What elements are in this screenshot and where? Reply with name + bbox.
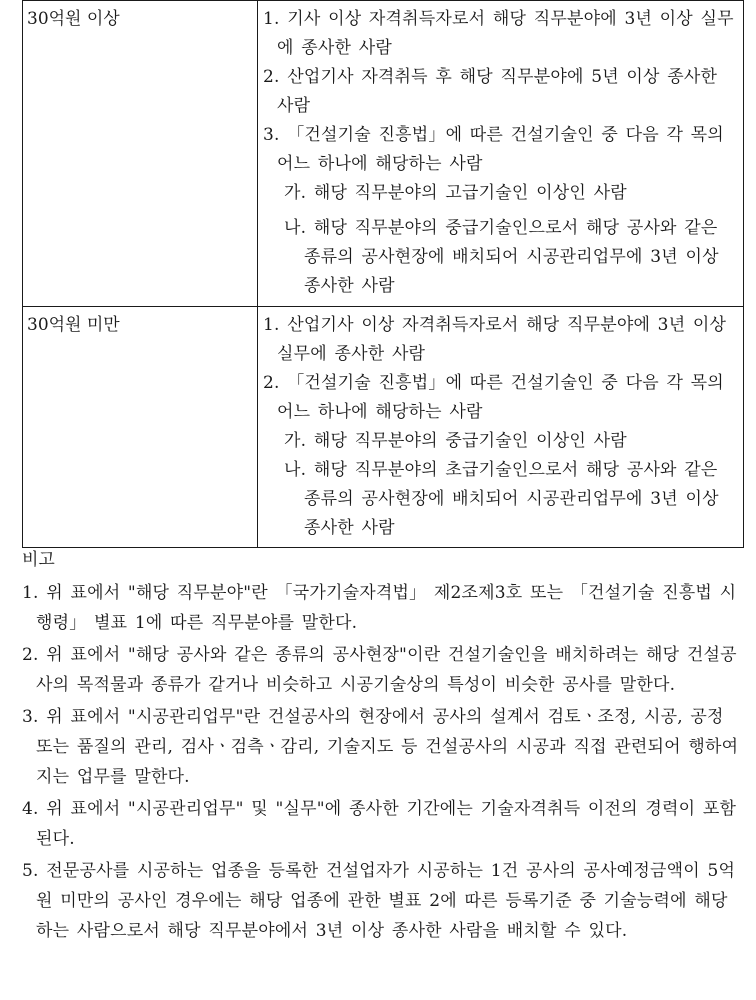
requirement-subitem: 가. 해당 직무분야의 고급기술인 이상인 사람 [284, 183, 627, 203]
requirements-table [22, 0, 744, 548]
requirement-subitem: 가. 해당 직무분야의 중급기술인 이상인 사람 [284, 431, 627, 451]
table-row [23, 1, 744, 307]
requirements-cell [258, 1, 744, 307]
amount-cell [23, 307, 258, 548]
amount-label: 30억원 미만 [27, 315, 120, 335]
amount-cell [23, 1, 258, 307]
table-row [23, 307, 744, 548]
requirement-item: 2. 산업기사 자격취득 후 해당 직무분야에 5년 이상 종사한 사람 [263, 67, 718, 116]
remark-note: 4. 위 표에서 "시공관리업무" 및 "실무"에 종사한 기간에는 기술자격취득 이전의 경력이 포함된다. [22, 799, 737, 849]
requirement-subitem: 나. 해당 직무분야의 초급기술인으로서 해당 공사와 같은 종류의 공사현장에 배치되어 시공관리업무에 3년 이상 종사한 사람 [284, 460, 719, 538]
requirements-cell [258, 307, 744, 548]
remark-note: 5. 전문공사를 시공하는 업종을 등록한 건설업자가 시공하는 1건 공사의 공사예정금액이 5억원 미만의 공사인 경우에는 해당 업종에 관한 별표 2에 따른 등록기준 중 기술능력에 해당하는 사람으로서 해당 직무분야에서 3년 이상 종사한 사람을 배치할 수 있다. [22, 861, 736, 941]
requirement-subitem: 나. 해당 직무분야의 중급기술인으로서 해당 공사와 같은 종류의 공사현장에 배치되어 시공관리업무에 3년 이상 종사한 사람 [284, 218, 719, 296]
remarks-title: 비고 [22, 550, 55, 570]
remark-note: 1. 위 표에서 "해당 직무분야"란 「국가기술자격법」 제2조제3호 또는 「건설기술 진흥법 시행령」 별표 1에 따른 직무분야를 말한다. [22, 583, 737, 633]
amount-label: 30억원 이상 [27, 9, 120, 29]
remark-note: 2. 위 표에서 "해당 공사와 같은 종류의 공사현장"이란 건설기술인을 배치하려는 해당 건설공사의 목적물과 종류가 같거나 비슷하고 시공기술상의 특성이 비슷한 공사를 말한다. [22, 645, 737, 695]
requirement-item: 1. 기사 이상 자격취득자로서 해당 직무분야에 3년 이상 실무에 종사한 사람 [263, 9, 734, 58]
requirement-item: 2. 「건설기술 진흥법」에 따른 건설기술인 중 다음 각 목의 어느 하나에 해당하는 사람 [263, 373, 724, 422]
remarks-section [22, 546, 744, 948]
requirement-item: 1. 산업기사 이상 자격취득자로서 해당 직무분야에 3년 이상 실무에 종사한 사람 [263, 315, 727, 364]
remark-note: 3. 위 표에서 "시공관리업무"란 건설공사의 현장에서 공사의 설계서 검토ㆍ조정, 시공, 공정 또는 품질의 관리, 검사ㆍ검측ㆍ감리, 기술지도 등 건설공사의 시공과 직접 관련되어 행하여지는 업무를 말한다. [22, 707, 739, 787]
requirement-item: 3. 「건설기술 진흥법」에 따른 건설기술인 중 다음 각 목의 어느 하나에 해당하는 사람 [263, 125, 724, 174]
